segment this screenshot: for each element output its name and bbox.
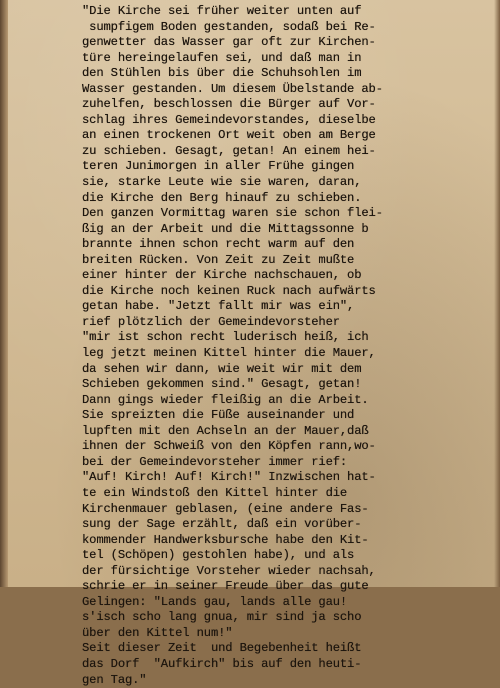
text-line: Den ganzen Vormittag waren sie schon flei- (82, 206, 383, 221)
text-line: Dann gings wieder fleißig an die Arbeit. (82, 392, 369, 407)
text-line: der fürsichtige Vorsteher wieder nachsah, (82, 563, 376, 578)
text-line: s'isch scho lang gnua, mir sind ja scho (82, 610, 362, 625)
text-line: brannte ihnen schon recht warm auf den (82, 237, 355, 252)
text-line: kommender Handwerksbursche habe den Kit- (82, 532, 369, 547)
text-line: gen Tag." (82, 672, 147, 687)
text-line: leg jetzt meinen Kittel hinter die Mauer, (82, 346, 376, 361)
text-line: über den Kittel num!" (82, 625, 233, 640)
text-line: ihnen der Schweiß von den Köpfen rann,wo- (82, 439, 376, 454)
text-line: "mir ist schon recht luderisch heiß, ich (82, 330, 369, 345)
text-line: "Auf! Kirch! Auf! Kirch!" Inzwischen hat- (82, 470, 376, 485)
page-left-edge (0, 0, 8, 587)
text-line: genwetter das Wasser gar oft zur Kirchen- (82, 35, 376, 50)
text-line: rief plötzlich der Gemeindevorsteher (82, 314, 340, 329)
text-line: einer hinter der Kirche nachschauen, ob (82, 268, 362, 283)
text-line: Schieben gekommen sind." Gesagt, getan! (82, 377, 362, 392)
text-line: getan habe. "Jetzt fallt mir was ein", (82, 299, 355, 314)
text-line: sung der Sage erzählt, daß ein vorüber- (82, 517, 362, 532)
text-line: bei der Gemeindevorsteher immer rief: (82, 454, 348, 469)
text-line: sumpfigem Boden gestanden, sodaß bei Re- (82, 19, 376, 34)
text-line: schlag ihres Gemeindevorstandes, dieselbe (82, 112, 376, 127)
typewritten-text (82, 4, 492, 688)
text-line: Sie spreizten die Füße auseinander und (82, 408, 355, 423)
text-line: Gelingen: "Lands gau, lands alle gau! (82, 594, 348, 609)
text-line: teren Junimorgen in aller Frühe gingen (82, 159, 355, 174)
text-line: "Die Kirche sei früher weiter unten auf (82, 4, 362, 18)
text-line: da sehen wir dann, wie weit wir mit dem (82, 361, 362, 376)
text-line: die Kirche den Berg hinauf zu schieben. (82, 190, 362, 205)
text-line: tel (Schöpen) gestohlen habe), und als (82, 548, 355, 563)
page-right-edge (494, 0, 500, 587)
text-line: schrie er in seiner Freude über das gute (82, 579, 369, 594)
text-line: Wasser gestanden. Um diesem Übelstande ab- (82, 81, 383, 96)
text-line: türe hereingelaufen sei, und daß man in (82, 50, 362, 65)
text-line: ßig an der Arbeit und die Mittagssonne b (82, 221, 369, 236)
text-line: lupften mit den Achseln an der Mauer,daß (82, 423, 369, 438)
text-line: das Dorf "Aufkirch" bis auf den heuti- (82, 656, 362, 671)
text-line: die Kirche noch keinen Ruck nach aufwärts (82, 283, 376, 298)
text-line: den Stühlen bis über die Schuhsohlen im (82, 66, 362, 81)
text-line: breiten Rücken. Von Zeit zu Zeit mußte (82, 252, 355, 267)
text-line: te ein Windstoß den Kittel hinter die (82, 485, 348, 500)
text-line: zuhelfen, beschlossen die Bürger auf Vor- (82, 97, 376, 112)
text-line: an einen trockenen Ort weit oben am Berge (82, 128, 376, 143)
text-line: sie, starke Leute wie sie waren, daran, (82, 175, 362, 190)
text-line: zu schieben. Gesagt, getan! An einem hei- (82, 143, 376, 158)
text-line: Kirchenmauer geblasen, (eine andere Fas- (82, 501, 369, 516)
text-line: Seit dieser Zeit und Begebenheit heißt (82, 641, 362, 656)
